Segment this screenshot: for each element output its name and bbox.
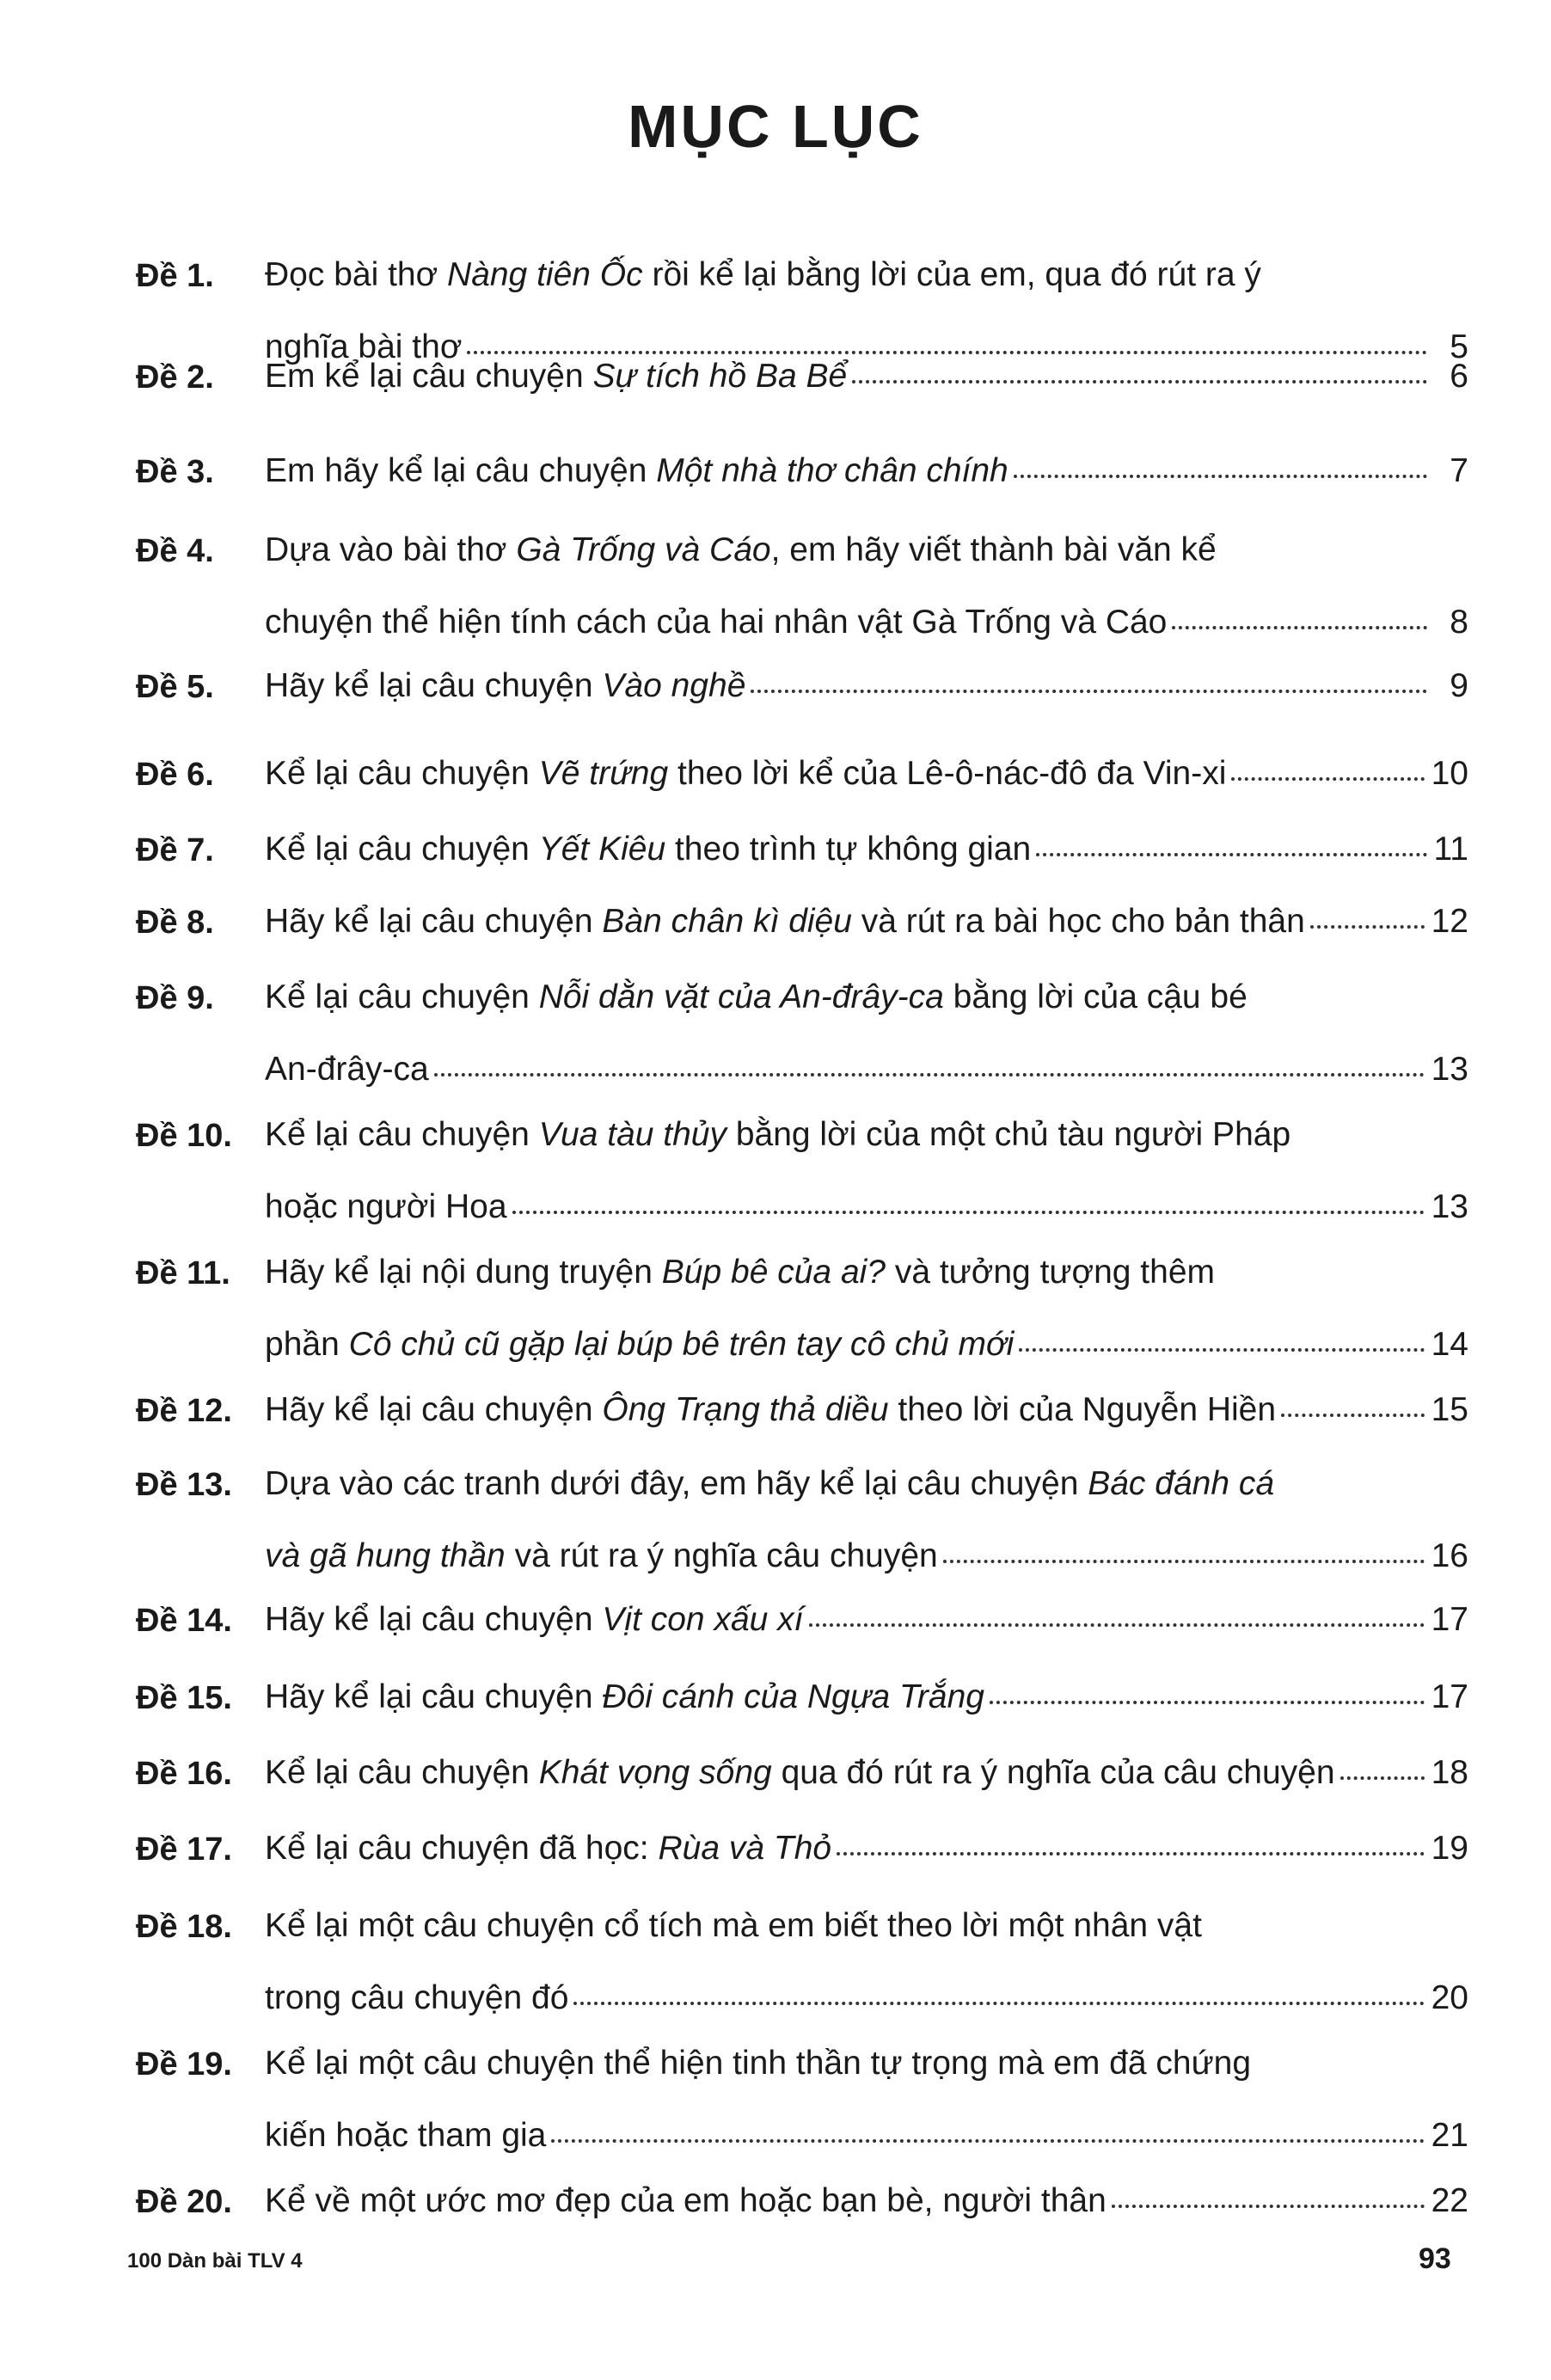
toc-entry-label: Đề 19. (136, 2046, 232, 2082)
toc-page-number: 19 (1431, 1830, 1468, 1867)
toc-text-plain: Dựa vào bài thơ (265, 531, 517, 568)
toc-entry-text (265, 669, 745, 702)
toc-text-italic-title: Vua tàu thủy (538, 1116, 726, 1153)
toc-entry-label: Đề 17. (136, 1831, 232, 1868)
toc-entry-line (265, 1756, 1468, 1789)
toc-entry-text (265, 757, 1226, 790)
toc-text-italic-title: Bác đánh cá (1088, 1465, 1275, 1502)
toc-page-number: 9 (1450, 667, 1468, 704)
toc-entry-line (265, 2184, 1468, 2217)
toc-entry-text (265, 605, 1167, 639)
toc-text-plain: , em hãy viết thành bài văn kể (770, 531, 1217, 568)
toc-entry-text (265, 1393, 1276, 1426)
toc-text-plain: theo lời kể của Lê-ô-nác-đô đa Vin-xi (668, 755, 1227, 792)
toc-entry-text (265, 1909, 1202, 1942)
toc-page-number: 7 (1450, 452, 1468, 489)
toc-text-plain: hoặc người Hoa (265, 1188, 507, 1225)
toc-entry-label: Đề 12. (136, 1393, 232, 1429)
toc-entry-line (265, 1118, 1468, 1151)
toc-entry-line (265, 1328, 1468, 1361)
dot-leader (1340, 1776, 1425, 1780)
toc-text-plain: Hãy kể lại nội dung truyện (265, 1254, 662, 1291)
dot-leader (852, 380, 1427, 383)
toc-entry-text (265, 1467, 1274, 1500)
toc-entry-line (265, 1190, 1468, 1224)
toc-entry-label: Đề 11. (136, 1255, 230, 1291)
toc-text-plain: rồi kể lại bằng lời của em, qua đó rút ra ý (642, 256, 1261, 293)
toc-entry-text (265, 359, 847, 393)
toc-entry-line (265, 1909, 1468, 1942)
toc-entry-line (265, 1831, 1468, 1865)
toc-entry-label: Đề 15. (136, 1680, 232, 1716)
toc-entry-text (265, 2046, 1251, 2080)
toc-text-plain: Kể lại câu chuyện (265, 755, 539, 792)
toc-entry-line (265, 1052, 1468, 1086)
toc-entry-line (265, 359, 1468, 393)
toc-text-plain: theo trình tự không gian (665, 831, 1032, 868)
footer-page-number: 93 (1419, 2242, 1451, 2275)
toc-entry-line (265, 1680, 1468, 1714)
dot-leader (573, 2002, 1424, 2005)
toc-text-italic-title: và gã hung thần (265, 1537, 506, 1574)
footer-book-title: 100 Dàn bài TLV 4 (127, 2249, 303, 2273)
toc-text-italic-title: Ông Trạng thả diều (602, 1391, 889, 1428)
toc-entry-label: Đề 18. (136, 1909, 232, 1945)
dot-leader (1281, 1414, 1425, 1417)
toc-entry-line (265, 669, 1468, 702)
toc-page-number: 14 (1431, 1326, 1468, 1363)
toc-text-italic-title: Sự tích hồ Ba Bể (592, 358, 848, 395)
toc-text-plain: theo lời của Nguyễn Hiền (888, 1391, 1277, 1428)
toc-entry-line (265, 1467, 1468, 1500)
page-title: MỤC LỤC (628, 93, 923, 160)
dot-leader (809, 1623, 1425, 1627)
dot-leader (551, 2139, 1424, 2143)
toc-entry-line (265, 1603, 1468, 1636)
dot-leader (751, 690, 1427, 693)
dot-leader (1014, 475, 1427, 478)
toc-page-number: 8 (1450, 604, 1468, 641)
toc-text-plain: Kể lại câu chuyện đã học: (265, 1830, 659, 1867)
toc-entry-text (265, 1603, 804, 1636)
toc-entry-text (265, 980, 1248, 1014)
toc-text-italic-title: Yết Kiêu (538, 831, 666, 868)
toc-text-plain: trong câu chuyện đó (265, 1979, 569, 2016)
toc-entry-label: Đề 2. (136, 359, 214, 396)
toc-entry-text (265, 454, 1008, 488)
toc-text-italic-title: Nỗi dằn vặt của An-đrây-ca (538, 978, 944, 1015)
toc-entry-text (265, 1255, 1215, 1289)
toc-entry-label: Đề 8. (136, 905, 214, 941)
toc-entry-text (265, 905, 1305, 938)
dot-leader (943, 1560, 1425, 1563)
dot-leader (990, 1701, 1425, 1704)
toc-entry-text (265, 2119, 546, 2152)
dot-leader (1036, 853, 1426, 856)
toc-text-plain: An-đrây-ca (265, 1051, 429, 1088)
toc-text-italic-title: Cô chủ cũ gặp lại búp bê trên tay cô chủ mới (348, 1326, 1015, 1363)
toc-text-plain: Dựa vào các tranh dưới đây, em hãy kể lại câu chuyện (265, 1465, 1088, 1502)
toc-page-number: 20 (1431, 1979, 1468, 2016)
dot-leader (1231, 777, 1424, 781)
toc-text-plain: Hãy kể lại câu chuyện (265, 903, 603, 940)
toc-entry-label: Đề 3. (136, 454, 214, 490)
toc-entry-text (265, 1052, 429, 1086)
toc-entry-line (265, 832, 1468, 866)
toc-entry-text (265, 258, 1261, 291)
toc-text-italic-title: Vẽ trứng (538, 755, 669, 792)
toc-entry-line (265, 1981, 1468, 2015)
toc-text-plain: kiến hoặc tham gia (265, 2117, 547, 2154)
toc-entry-line (265, 2046, 1468, 2080)
toc-page-number: 21 (1431, 2117, 1468, 2154)
toc-text-plain: chuyện thể hiện tính cách của hai nhân vật Gà Trống và Cáo (265, 604, 1168, 641)
toc-entry-line (265, 1255, 1468, 1289)
dot-leader (1310, 925, 1425, 929)
toc-page-number: 16 (1431, 1537, 1468, 1574)
toc-page-number: 13 (1431, 1051, 1468, 1088)
toc-text-plain: Kể lại một câu chuyện thể hiện tinh thần tự trọng mà em đã chứng (265, 2045, 1252, 2082)
toc-entry-line (265, 605, 1468, 639)
toc-page-number: 12 (1431, 903, 1468, 940)
toc-page-number: 18 (1431, 1754, 1468, 1791)
toc-entry-text (265, 832, 1031, 866)
toc-text-plain: Kể lại câu chuyện (265, 978, 539, 1015)
toc-entry-label: Đề 7. (136, 832, 214, 868)
toc-entry-text (265, 1118, 1290, 1151)
toc-text-italic-title: Vào nghề (602, 667, 746, 704)
toc-entry-line (265, 757, 1468, 790)
toc-entry-line (265, 1393, 1468, 1426)
dot-leader (1172, 626, 1427, 629)
toc-text-plain: Kể lại câu chuyện (265, 1116, 539, 1153)
toc-entry-label: Đề 5. (136, 669, 214, 705)
toc-text-italic-title: Vịt con xấu xí (602, 1601, 804, 1638)
toc-entry-text (265, 1190, 507, 1224)
dot-leader (1019, 1348, 1424, 1352)
toc-text-plain: Kể về một ước mơ đẹp của em hoặc bạn bè, người thân (265, 2182, 1107, 2219)
dot-leader (512, 1211, 1425, 1214)
toc-text-plain: phần (265, 1326, 349, 1363)
toc-page-number: 22 (1431, 2182, 1468, 2219)
toc-page-number: 10 (1431, 755, 1468, 792)
toc-text-italic-title: Gà Trống và Cáo (516, 531, 771, 568)
toc-entry-label: Đề 20. (136, 2184, 232, 2220)
toc-text-plain: Đọc bài thơ (265, 256, 448, 293)
toc-text-italic-title: Bàn chân kì diệu (602, 903, 852, 940)
toc-entry-line (265, 905, 1468, 938)
toc-entry-text (265, 1831, 831, 1865)
toc-text-plain: Hãy kể lại câu chuyện (265, 1601, 603, 1638)
toc-text-plain: và rút ra ý nghĩa câu chuyện (505, 1537, 938, 1574)
toc-text-plain: Kể lại một câu chuyện cổ tích mà em biết theo lời một nhân vật (265, 1907, 1202, 1944)
toc-page-number: 13 (1431, 1188, 1468, 1225)
toc-entry-line (265, 533, 1468, 567)
toc-entry-line (265, 2119, 1468, 2152)
toc-text-plain: bằng lời của một chủ tàu người Pháp (726, 1116, 1291, 1153)
toc-text-plain: Em hãy kể lại câu chuyện (265, 452, 657, 489)
toc-text-italic-title: Búp bê của ai? (661, 1254, 886, 1291)
toc-entry-line (265, 258, 1468, 291)
toc-page-number: 11 (1433, 831, 1468, 868)
toc-entry-line (265, 1539, 1468, 1573)
toc-text-plain: bằng lời của cậu bé (943, 978, 1248, 1015)
toc-text-plain: và rút ra bài học cho bản thân (851, 903, 1305, 940)
toc-entry-label: Đề 10. (136, 1118, 232, 1154)
toc-entry-label: Đề 9. (136, 980, 214, 1016)
toc-text-italic-title: Đôi cánh của Ngựa Trắng (602, 1678, 984, 1715)
toc-text-plain: và tưởng tượng thêm (885, 1254, 1216, 1291)
toc-text-plain: Kể lại câu chuyện (265, 831, 539, 868)
toc-entry-label: Đề 16. (136, 1756, 232, 1792)
dot-leader (1112, 2205, 1425, 2208)
toc-page-number: 17 (1431, 1601, 1468, 1638)
toc-entry-text (265, 533, 1217, 567)
dot-leader (467, 351, 1427, 354)
toc-entry-text (265, 1680, 984, 1714)
toc-entry-label: Đề 13. (136, 1467, 232, 1503)
toc-page-number: 5 (1450, 328, 1468, 365)
toc-text-italic-title: Khát vọng sống (538, 1754, 772, 1791)
toc-text-plain: Hãy kể lại câu chuyện (265, 1391, 603, 1428)
toc-text-plain: nghĩa bài thơ (265, 328, 463, 365)
toc-entry-text (265, 1756, 1335, 1789)
toc-entry-text (265, 1328, 1014, 1361)
toc-text-plain: Hãy kể lại câu chuyện (265, 667, 603, 704)
toc-text-plain: Em kể lại câu chuyện (265, 358, 593, 395)
toc-entry-label: Đề 4. (136, 533, 214, 569)
toc-page-number: 17 (1431, 1678, 1468, 1715)
toc-text-plain: Hãy kể lại câu chuyện (265, 1678, 603, 1715)
toc-entry-text (265, 2184, 1107, 2217)
toc-text-italic-title: Rùa và Thỏ (658, 1830, 832, 1867)
toc-entry-line (265, 454, 1468, 488)
toc-text-italic-title: Một nhà thơ chân chính (656, 452, 1008, 489)
toc-page-number: 15 (1431, 1391, 1468, 1428)
toc-entry-text (265, 1981, 568, 2015)
toc-text-plain: Kể lại câu chuyện (265, 1754, 539, 1791)
toc-page-number: 6 (1450, 358, 1468, 395)
toc-text-plain: qua đó rút ra ý nghĩa của câu chuyện (771, 1754, 1335, 1791)
toc-entry-label: Đề 6. (136, 757, 214, 793)
toc-text-italic-title: Nàng tiên Ốc (447, 256, 643, 293)
toc-entry-line (265, 980, 1468, 1014)
dot-leader (434, 1073, 1425, 1077)
toc-entry-label: Đề 14. (136, 1603, 232, 1639)
toc-entry-label: Đề 1. (136, 258, 214, 294)
toc-entry-text (265, 1539, 938, 1573)
dot-leader (837, 1852, 1425, 1856)
